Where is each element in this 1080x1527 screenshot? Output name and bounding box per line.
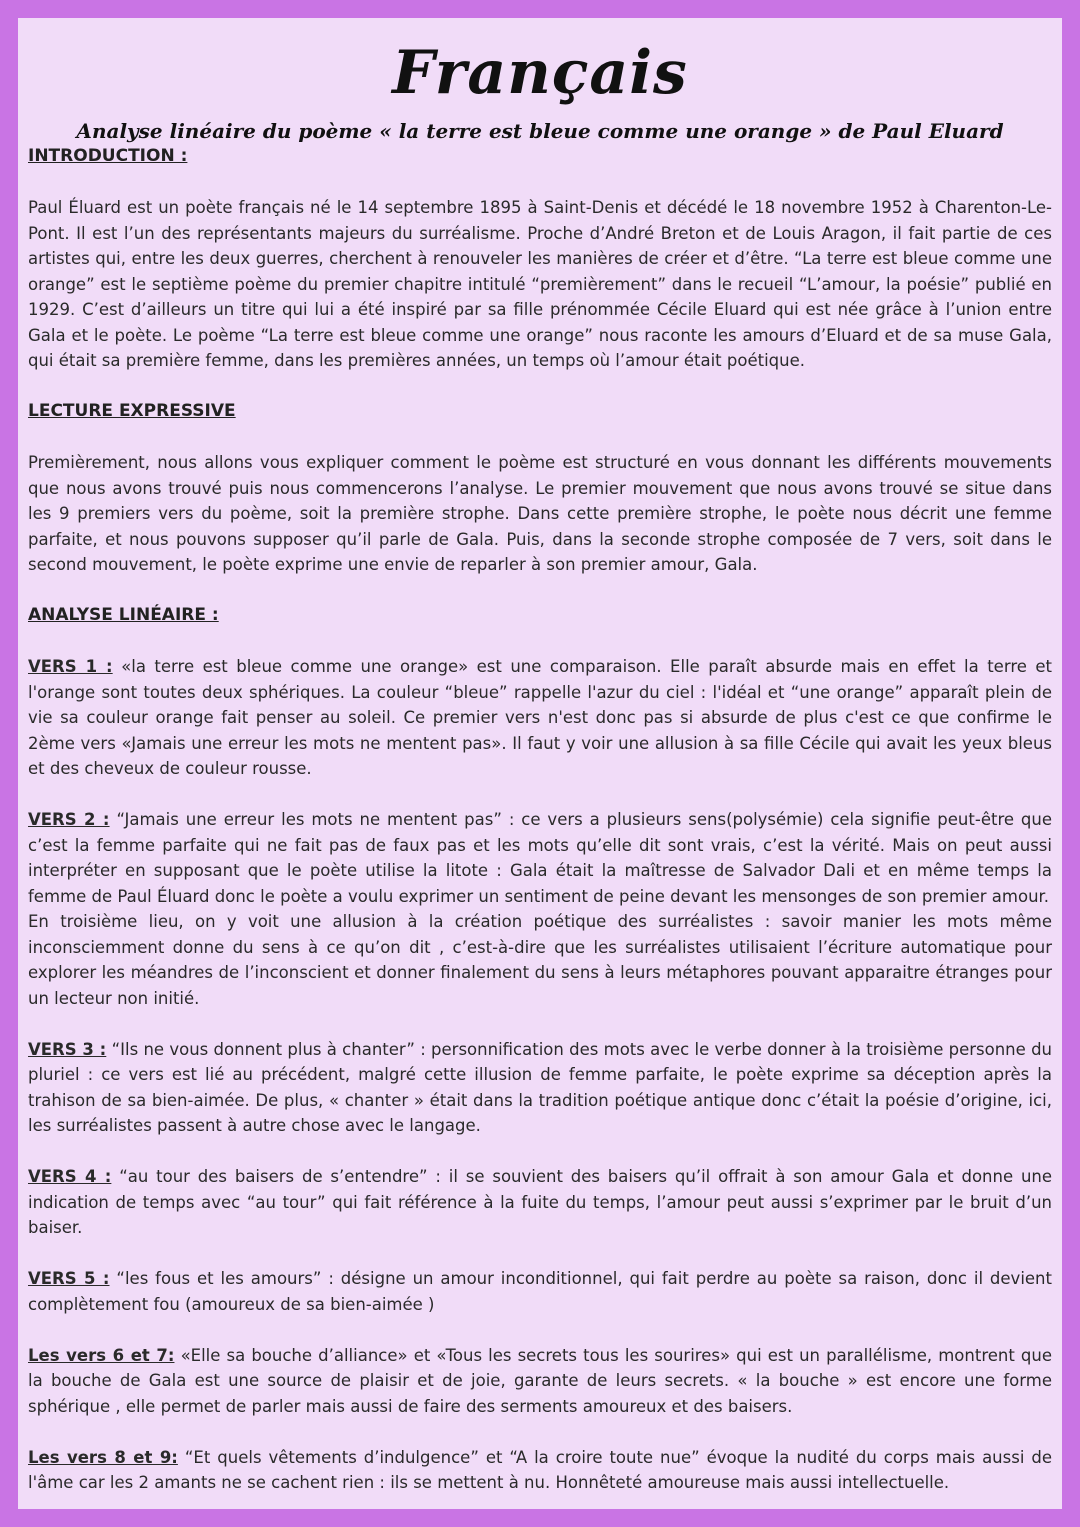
vers-3-paragraph	[28, 1037, 1052, 1139]
introduction-text: Paul Éluard est un poète français né le 14 septembre 1895 à Saint-Denis et décédé le 18 novembre 1952 à Charenton-Le-Pont. Il est l’un des représentants majeurs du surréalisme. Proche d’André Breton et de Louis Aragon, il fait partie de ces artistes qui, entre les deux guerres, cherchent à renouveler les manières de créer et d’être. “La terre est bleue comme une orange” est le septième poème du premier chapitre intitulé “premièrement” dans le recueil “L’amour, la poésie” publié en 1929. C’est d’ailleurs un titre qui lui a été inspiré par sa fille prénommée Cécile Eluard qui est née grâce à l’union entre Gala et le poète. Le poème “La terre est bleue comme une orange” nous raconte les amours d’Eluard et de sa muse Gala, qui était sa première femme, dans les premières années, un temps où l’amour était poétique.	[28, 198, 1052, 370]
page-title: Français	[392, 38, 688, 108]
vers-6-7-paragraph	[28, 1343, 1052, 1420]
vers-3-label: VERS 3 :	[28, 1039, 107, 1059]
vers-2-continuation: En troisième lieu, on y voit une allusion à la création poétique des surréalistes : savoir manier les mots même inconsciemment donne du sens à ce qu’on dit , c’est-à-dire que les surréalistes utilisaient l’écriture automatique pour explorer les méandres de l’inconscient et donner finalement du sens à leurs métaphores pouvant apparaitre étranges pour un lecteur non initié.	[28, 912, 1052, 1008]
vers-1-paragraph	[28, 654, 1052, 782]
introduction-heading: INTRODUCTION :	[28, 146, 188, 166]
vers-5-label: VERS 5 :	[28, 1269, 110, 1288]
vers-6-7-label: Les vers 6 et 7:	[28, 1345, 175, 1365]
vers-4-text: “au tour des baisers de s’entendre” : il se souvient des baisers qu’il offrait à son amour Gala et donne une indication de temps avec “au tour” qui fait référence à la fuite du temps, l’amour peut aussi s’exprimer par le bruit d’un baiser.	[28, 1167, 1053, 1237]
vers-4-label: VERS 4 :	[28, 1167, 112, 1186]
vers-2-text: “Jamais une erreur les mots ne mentent pas” : ce vers a plusieurs sens(polysémie) cela signifie peut-être que c’est la femme parfaite qui ne fait pas de faux pas et les mots qu’elle dit sont vrais, c’est la vérité. Mais on peut aussi interpréter en supposant que le poète utilise la litote : Gala était la maîtresse de Salvador Dali et en même temps la femme de Paul Éluard donc le poète a voulu exprimer un sentiment de peine devant les mensonges de son premier amour.	[28, 810, 1053, 906]
vers-8-9-paragraph	[28, 1445, 1052, 1496]
vers-8-9-label: Les vers 8 et 9:	[28, 1447, 178, 1467]
vers-6-7-text: «Elle sa bouche d’alliance» et «Tous les secrets tous les sourires» qui est un parallélisme, montrent que la bouche de Gala est une source de plaisir et de joie, garante de leurs secrets. « la bouche » est encore une forme sphérique , elle permet de parler mais aussi de faire des serments amoureux et des baisers.	[28, 1345, 1053, 1416]
vers-5-paragraph	[28, 1266, 1052, 1317]
vers-2-label: VERS 2 :	[28, 810, 110, 829]
vers-1-label: VERS 1 :	[28, 657, 113, 676]
vers-4-paragraph	[28, 1164, 1052, 1241]
vers-1-text: «la terre est bleue comme une orange» est une comparaison. Elle paraît absurde mais en effet la terre et l'orange sont toutes deux sphériques. La couleur “bleue” rappelle l'azur du ciel : l'idéal et “une orange” apparaît plein de vie sa couleur orange fait penser au soleil. Ce premier vers n'est donc pas si absurde de plus c'est ce que confirme le 2ème vers «Jamais une erreur les mots ne mentent pas». Il faut y voir une allusion à sa fille Cécile qui avait les yeux bleus et des cheveux de couleur rousse.	[28, 657, 1052, 778]
analyse-heading: ANALYSE LINÉAIRE :	[28, 605, 219, 625]
vers-3-text: “Ils ne vous donnent plus à chanter” : personnification des mots avec le verbe donner à la troisième personne du pluriel : ce vers est lié au précédent, malgré cette illusion de femme parfaite, le poète exprime sa déception après la trahison de sa bien-aimée. De plus, « chanter » était dans la tradition poétique antique donc c’était la poésie d’origine, ici, les surréalistes passent à autre chose avec le langage.	[28, 1039, 1053, 1135]
page-subtitle: Analyse linéaire du poème « la terre est bleue comme une orange » de Paul Eluard	[76, 119, 1004, 143]
vers-5-text: “les fous et les amours” : désigne un amour inconditionnel, qui fait perdre au poète sa raison, donc il devient complètement fou (amoureux de sa bien-aimée )	[28, 1269, 1052, 1314]
vers-2-paragraph	[28, 807, 1052, 909]
document-page	[18, 18, 1062, 1509]
vers-8-9-text: “Et quels vêtements d’indulgence” et “A la croire toute nue” évoque la nudité du corps mais aussi de l'âme car les 2 amants ne se cachent rien : ils se mettent à nu. Honnêteté amoureuse mais aussi intellectuelle.	[28, 1447, 1053, 1492]
lecture-text: Premièrement, nous allons vous expliquer comment le poème est structuré en vous donnant les différents mouvements que nous avons trouvé puis nous commencerons l’analyse. Le premier mouvement que nous avons trouvé se situe dans les 9 premiers vers du poème, soit la première strophe. Dans cette première strophe, le poète nous décrit une femme parfaite, et nous pouvons supposer qu’il parle de Gala. Puis, dans la seconde strophe composée de 7 vers, soit dans le second mouvement, le poète exprime une envie de reparler à son premier amour, Gala.	[28, 453, 1052, 574]
lecture-heading: LECTURE EXPRESSIVE	[28, 401, 236, 421]
